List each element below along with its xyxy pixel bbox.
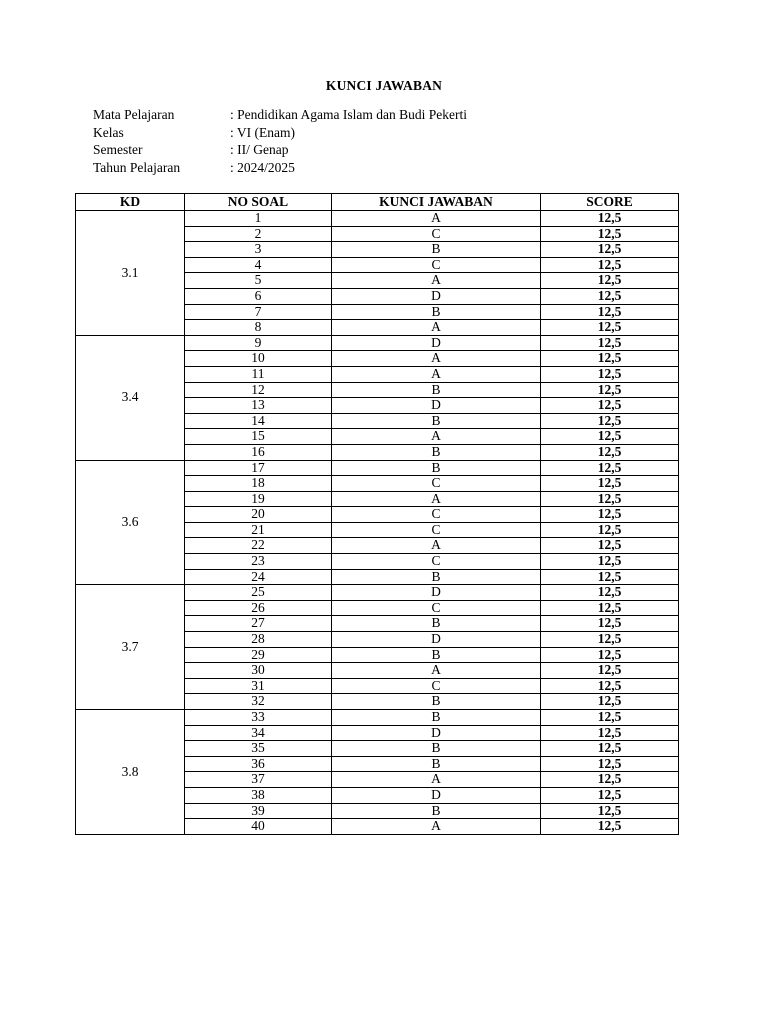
score-cell: 12,5: [541, 522, 679, 538]
answer-key-cell: A: [332, 320, 541, 336]
kd-cell: 3.6: [76, 460, 185, 585]
answer-key-cell: B: [332, 242, 541, 258]
question-number-cell: 27: [185, 616, 332, 632]
score-cell: 12,5: [541, 569, 679, 585]
answer-key-cell: B: [332, 413, 541, 429]
score-cell: 12,5: [541, 787, 679, 803]
score-cell: 12,5: [541, 429, 679, 445]
info-label: Kelas: [93, 124, 124, 140]
question-number-cell: 25: [185, 585, 332, 601]
info-row-class: [93, 124, 467, 142]
score-cell: 12,5: [541, 507, 679, 523]
question-number-cell: 12: [185, 382, 332, 398]
kd-cell: 3.4: [76, 335, 185, 460]
answer-key-cell: A: [332, 491, 541, 507]
score-cell: 12,5: [541, 710, 679, 726]
answer-key-cell: D: [332, 398, 541, 414]
answer-key-cell: C: [332, 678, 541, 694]
question-number-cell: 16: [185, 444, 332, 460]
question-number-cell: 17: [185, 460, 332, 476]
score-cell: 12,5: [541, 211, 679, 227]
score-cell: 12,5: [541, 647, 679, 663]
info-row-year: [93, 159, 467, 177]
answer-key-cell: A: [332, 273, 541, 289]
question-number-cell: 37: [185, 772, 332, 788]
question-number-cell: 3: [185, 242, 332, 258]
answer-key-cell: C: [332, 600, 541, 616]
question-number-cell: 31: [185, 678, 332, 694]
answer-key-cell: B: [332, 382, 541, 398]
question-number-cell: 24: [185, 569, 332, 585]
table-row: [76, 211, 679, 227]
score-cell: 12,5: [541, 803, 679, 819]
score-cell: 12,5: [541, 632, 679, 648]
score-cell: 12,5: [541, 460, 679, 476]
score-cell: 12,5: [541, 491, 679, 507]
question-number-cell: 2: [185, 226, 332, 242]
subject-info: [93, 106, 467, 176]
score-cell: 12,5: [541, 288, 679, 304]
question-number-cell: 35: [185, 741, 332, 757]
header-kunci-jawaban: KUNCI JAWABAN: [332, 194, 541, 211]
question-number-cell: 10: [185, 351, 332, 367]
question-number-cell: 34: [185, 725, 332, 741]
score-cell: 12,5: [541, 600, 679, 616]
question-number-cell: 36: [185, 756, 332, 772]
question-number-cell: 39: [185, 803, 332, 819]
answer-key-cell: A: [332, 663, 541, 679]
question-number-cell: 20: [185, 507, 332, 523]
question-number-cell: 18: [185, 476, 332, 492]
question-number-cell: 33: [185, 710, 332, 726]
answer-key-cell: A: [332, 538, 541, 554]
question-number-cell: 28: [185, 632, 332, 648]
score-cell: 12,5: [541, 242, 679, 258]
question-number-cell: 26: [185, 600, 332, 616]
question-number-cell: 7: [185, 304, 332, 320]
info-label: Tahun Pelajaran: [93, 159, 181, 175]
answer-key-cell: C: [332, 257, 541, 273]
answer-key-cell: A: [332, 351, 541, 367]
kd-cell: 3.8: [76, 710, 185, 835]
answer-key-cell: B: [332, 304, 541, 320]
question-number-cell: 1: [185, 211, 332, 227]
table-row: [76, 710, 679, 726]
question-number-cell: 6: [185, 288, 332, 304]
question-number-cell: 32: [185, 694, 332, 710]
question-number-cell: 11: [185, 366, 332, 382]
answer-key-cell: B: [332, 803, 541, 819]
score-cell: 12,5: [541, 444, 679, 460]
document-title: KUNCI JAWABAN: [325, 78, 443, 93]
answer-key-cell: B: [332, 460, 541, 476]
score-cell: 12,5: [541, 694, 679, 710]
score-cell: 12,5: [541, 413, 679, 429]
answer-key-cell: C: [332, 554, 541, 570]
info-row-subject: [93, 106, 467, 124]
question-number-cell: 21: [185, 522, 332, 538]
table-row: [76, 460, 679, 476]
score-cell: 12,5: [541, 725, 679, 741]
answer-key-cell: B: [332, 647, 541, 663]
kd-cell: 3.7: [76, 585, 185, 710]
score-cell: 12,5: [541, 663, 679, 679]
info-value: : Pendidikan Agama Islam dan Budi Pekerti: [230, 107, 467, 122]
info-label: Mata Pelajaran: [93, 107, 175, 122]
answer-key-cell: B: [332, 710, 541, 726]
question-number-cell: 13: [185, 398, 332, 414]
header-score: SCORE: [541, 194, 679, 211]
header-kd: KD: [76, 194, 185, 211]
answer-key-cell: A: [332, 429, 541, 445]
answer-key-cell: C: [332, 226, 541, 242]
info-row-semester: [93, 141, 467, 159]
score-cell: 12,5: [541, 304, 679, 320]
score-cell: 12,5: [541, 226, 679, 242]
question-number-cell: 38: [185, 787, 332, 803]
score-cell: 12,5: [541, 616, 679, 632]
score-cell: 12,5: [541, 741, 679, 757]
answer-key-cell: D: [332, 725, 541, 741]
answer-key-cell: B: [332, 694, 541, 710]
question-number-cell: 23: [185, 554, 332, 570]
question-number-cell: 5: [185, 273, 332, 289]
score-cell: 12,5: [541, 257, 679, 273]
answer-key-cell: A: [332, 819, 541, 835]
score-cell: 12,5: [541, 819, 679, 835]
score-cell: 12,5: [541, 772, 679, 788]
score-cell: 12,5: [541, 538, 679, 554]
answer-key-cell: C: [332, 522, 541, 538]
score-cell: 12,5: [541, 585, 679, 601]
answer-key-cell: D: [332, 787, 541, 803]
table-body: [76, 211, 679, 835]
answer-key-table: [75, 193, 679, 835]
answer-key-cell: B: [332, 569, 541, 585]
score-cell: 12,5: [541, 756, 679, 772]
score-cell: 12,5: [541, 351, 679, 367]
info-value: : II/ Genap: [230, 142, 289, 157]
question-number-cell: 19: [185, 491, 332, 507]
answer-key-cell: D: [332, 585, 541, 601]
score-cell: 12,5: [541, 476, 679, 492]
question-number-cell: 15: [185, 429, 332, 445]
score-cell: 12,5: [541, 398, 679, 414]
info-value: : VI (Enam): [230, 124, 295, 140]
question-number-cell: 22: [185, 538, 332, 554]
answer-key-cell: C: [332, 507, 541, 523]
kd-cell: 3.1: [76, 211, 185, 336]
answer-key-cell: A: [332, 366, 541, 382]
question-number-cell: 8: [185, 320, 332, 336]
score-cell: 12,5: [541, 366, 679, 382]
answer-key-cell: C: [332, 476, 541, 492]
header-no-soal: NO SOAL: [185, 194, 332, 211]
score-cell: 12,5: [541, 273, 679, 289]
question-number-cell: 4: [185, 257, 332, 273]
question-number-cell: 40: [185, 819, 332, 835]
table-header-row: [76, 194, 679, 211]
answer-key-cell: B: [332, 741, 541, 757]
table-row: [76, 335, 679, 351]
question-number-cell: 14: [185, 413, 332, 429]
info-value: : 2024/2025: [230, 159, 295, 175]
question-number-cell: 29: [185, 647, 332, 663]
answer-key-cell: A: [332, 211, 541, 227]
score-cell: 12,5: [541, 382, 679, 398]
score-cell: 12,5: [541, 335, 679, 351]
score-cell: 12,5: [541, 678, 679, 694]
answer-key-cell: D: [332, 632, 541, 648]
question-number-cell: 30: [185, 663, 332, 679]
answer-key-cell: A: [332, 772, 541, 788]
answer-key-cell: D: [332, 335, 541, 351]
answer-key-cell: D: [332, 288, 541, 304]
answer-key-cell: B: [332, 616, 541, 632]
score-cell: 12,5: [541, 554, 679, 570]
info-label: Semester: [93, 142, 143, 157]
table-row: [76, 585, 679, 601]
answer-key-cell: B: [332, 756, 541, 772]
question-number-cell: 9: [185, 335, 332, 351]
score-cell: 12,5: [541, 320, 679, 336]
answer-key-cell: B: [332, 444, 541, 460]
